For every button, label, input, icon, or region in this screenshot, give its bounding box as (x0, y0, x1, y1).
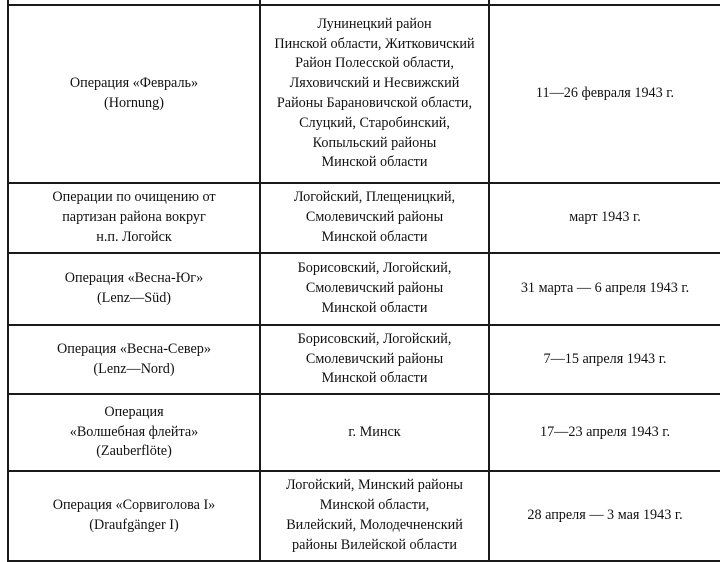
area-line: Минской области (321, 299, 428, 316)
operation-name: «Волшебная флейта» (69, 423, 199, 440)
operation-name: партизан района вокруг (62, 209, 206, 226)
operation-codename: (Hornung) (104, 95, 164, 111)
operation-cell (8, 253, 260, 325)
area-line: Район Полесской области, (295, 55, 454, 72)
operation-name: Операция «Весна-Юг» (64, 270, 204, 287)
area-line: Логойский, Плещеницкий, (293, 189, 456, 206)
table-row (8, 183, 720, 253)
area-line: Районы Барановичской области, (276, 95, 473, 111)
area-cell (260, 325, 489, 394)
area-line: Минской области (321, 228, 428, 245)
area-line: районы Вилейской области (292, 536, 457, 553)
area-line: Смолевичский районы (305, 280, 444, 297)
operation-codename: (Lenz—Nord) (93, 360, 175, 377)
table-row (8, 253, 720, 325)
operation-codename: (Draufgänger I) (89, 517, 179, 533)
area-line: Смолевичский районы (305, 209, 444, 226)
dates-cell (489, 253, 720, 325)
operation-name: н.п. Логойск (96, 228, 172, 245)
area-line: Логойский, Минский районы (286, 477, 463, 494)
dates-text: март 1943 г. (569, 209, 641, 226)
operation-cell (8, 394, 260, 471)
operation-cell (8, 471, 260, 561)
area-cell (260, 253, 489, 325)
operation-codename: (Zauberflöte) (96, 443, 172, 460)
operations-table (7, 0, 720, 562)
area-line: Минской области (321, 154, 428, 171)
operation-name: Операция «Весна-Север» (57, 340, 211, 357)
dates-cell (489, 5, 720, 183)
dates-text: 17—23 апреля 1943 г. (539, 423, 671, 440)
table-row (8, 5, 720, 183)
operation-cell (8, 325, 260, 394)
area-line: Пинской области, Житковичский (274, 35, 475, 52)
table-row (8, 471, 720, 561)
area-line: Вилейский, Молодечненский (286, 517, 463, 533)
dates-cell (489, 183, 720, 253)
operation-name: Операция (104, 403, 164, 420)
dates-text: 11—26 февраля 1943 г. (535, 85, 675, 102)
operation-name: Операции по очищению от (52, 189, 216, 206)
operation-cell (8, 5, 260, 183)
operation-cell (8, 183, 260, 253)
operation-name: Операция «Сорвиголова I» (52, 497, 216, 514)
dates-cell (489, 394, 720, 471)
table-row (8, 325, 720, 394)
area-line: Слуцкий, Старобинский, (299, 114, 450, 131)
area-line: г. Минск (348, 423, 401, 440)
area-cell (260, 394, 489, 471)
operation-name: Операция «Февраль» (69, 75, 199, 92)
area-line: Смолевичский районы (305, 350, 444, 367)
area-line: Борисовский, Логойский, (297, 330, 452, 347)
dates-text: 28 апреля — 3 мая 1943 г. (527, 507, 683, 524)
dates-text: 31 марта — 6 апреля 1943 г. (520, 280, 690, 297)
area-line: Ляховичский и Несвижский (289, 75, 460, 92)
area-cell (260, 5, 489, 183)
dates-text: 7—15 апреля 1943 г. (543, 350, 667, 367)
area-line: Лунинецкий район (317, 15, 432, 32)
dates-cell (489, 325, 720, 394)
area-line: Минской области, (319, 497, 430, 514)
area-line: Минской области (321, 370, 428, 387)
area-line: Копыльский районы (312, 134, 437, 151)
dates-cell (489, 471, 720, 561)
table-row (8, 394, 720, 471)
area-cell (260, 471, 489, 561)
area-cell (260, 183, 489, 253)
operation-codename: (Lenz—Süd) (96, 290, 172, 306)
area-line: Борисовский, Логойский, (297, 260, 452, 277)
